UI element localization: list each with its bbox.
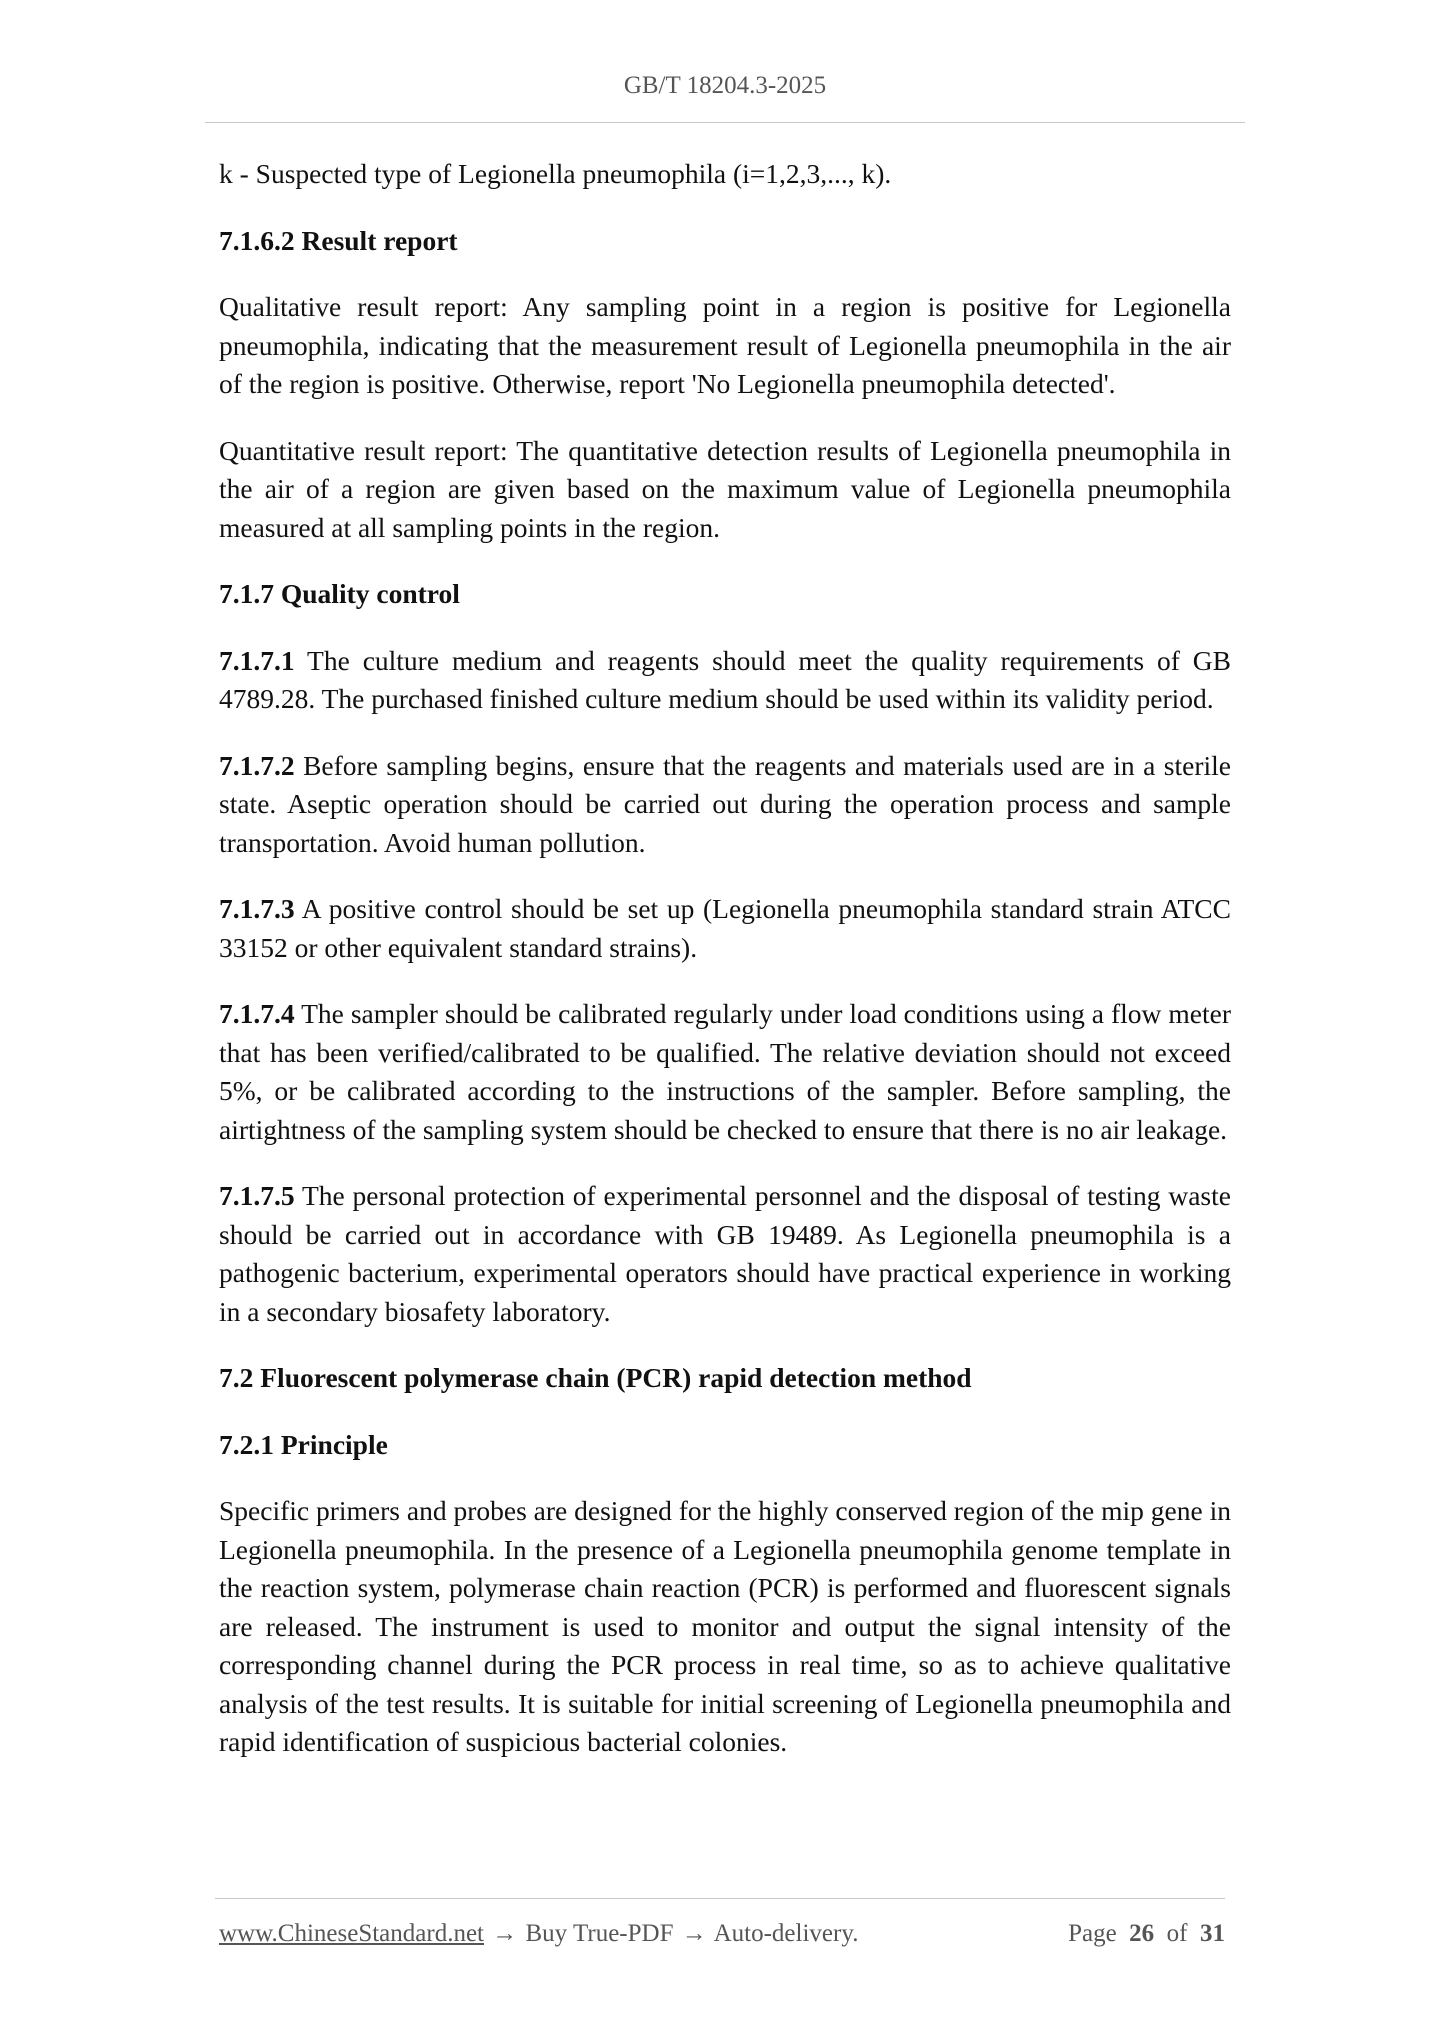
page-of-label: of <box>1166 1920 1188 1947</box>
clause-7-1-7-1 <box>219 642 1231 719</box>
website-link[interactable]: www.ChineseStandard.net <box>219 1920 484 1947</box>
variable-definition-k: k - Suspected type of Legionella pneumophila (i=1,2,3,..., k). <box>219 158 892 189</box>
total-page-number: 31 <box>1200 1920 1225 1947</box>
page-label: Page <box>1068 1920 1117 1947</box>
arrow-right-icon: → <box>681 1920 707 1947</box>
clause-text: Before sampling begins, ensure that the reagents and materials used are in a sterile state. Aseptic operation should be carried out during the operation process and sample transportation. Avoid human pollution. <box>219 749 1231 858</box>
clause-number: 7.1.7.5 <box>219 1180 295 1211</box>
current-page-number: 26 <box>1129 1920 1155 1947</box>
clause-7-1-7-2 <box>219 747 1231 863</box>
paragraph-qualitative-report: Qualitative result report: Any sampling point in a region is positive for Legionella pneumophila, indicating that the measurement result of Legionella pneumophila in the air of the region is positive. Otherwise, report 'No Legionella pneumophila detected'. <box>219 291 1231 399</box>
buy-true-pdf-text: Buy True-PDF <box>525 1920 674 1947</box>
document-code: GB/T 18204.3-2025 <box>623 72 827 99</box>
footer-divider <box>215 1898 1225 1899</box>
clause-text: The personal protection of experimental personnel and the disposal of testing waste should be carried out in accordance with GB 19489. As Legionella pneumophila is a pathogenic bacterium, experimental operators should have practical experience in working in a secondary biosafety laboratory. <box>219 1180 1231 1327</box>
heading-7-2: 7.2 Fluorescent polymerase chain (PCR) rapid detection method <box>219 1362 972 1393</box>
heading-7-1-6-2: 7.1.6.2 Result report <box>219 224 458 256</box>
clause-7-1-7-5 <box>219 1177 1231 1331</box>
document-body <box>219 155 1231 1790</box>
footer-promo <box>219 1920 858 1948</box>
clause-text: A positive control should be set up (Legionella pneumophila standard strain ATCC 33152 or other equivalent standard strains). <box>219 893 1231 963</box>
paragraph-quantitative-report: Quantitative result report: The quantitative detection results of Legionella pneumophila in the air of a region are given based on the maximum value of Legionella pneumophila measured at all sampling points in the region. <box>219 434 1231 543</box>
header-divider <box>205 122 1245 123</box>
heading-7-1-7: 7.1.7 Quality control <box>219 578 460 609</box>
page-indicator <box>1068 1920 1225 1948</box>
clause-number: 7.1.7.4 <box>219 998 295 1029</box>
arrow-right-icon: → <box>492 1920 518 1947</box>
paragraph-principle: Specific primers and probes are designed for the highly conserved region of the mip gene in Legionella pneumophila. In the presence of a Legionella pneumophila genome template in the reaction system, polymerase chain reaction (PCR) is performed and fluorescent signals are released. The instrument is used to monitor and output the signal intensity of the corresponding channel during the PCR process in real time, so as to achieve qualitative analysis of the test results. It is suitable for initial screening of Legionella pneumophila and rapid identification of suspicious bacterial colonies. <box>219 1495 1231 1757</box>
page-header <box>205 72 1245 100</box>
heading-7-2-1: 7.2.1 Principle <box>219 1428 388 1460</box>
clause-number: 7.1.7.3 <box>219 893 295 924</box>
clause-7-1-7-3 <box>219 890 1231 967</box>
auto-delivery-text: Auto-delivery. <box>713 1920 859 1947</box>
clause-number: 7.1.7.2 <box>219 749 295 781</box>
clause-7-1-7-4 <box>219 995 1231 1149</box>
clause-number: 7.1.7.1 <box>219 644 295 676</box>
clause-text: The sampler should be calibrated regularly under load conditions using a flow meter that has been verified/calibrated to be qualified. The relative deviation should not exceed 5%, or be calibrated according to the instructions of the sampler. Before sampling, the airtightness of the sampling system should be checked to ensure that there is no air leakage. <box>219 998 1231 1145</box>
clause-text: The culture medium and reagents should meet the quality requirements of GB 4789.28. The purchased finished culture medium should be used within its validity period. <box>219 644 1231 714</box>
